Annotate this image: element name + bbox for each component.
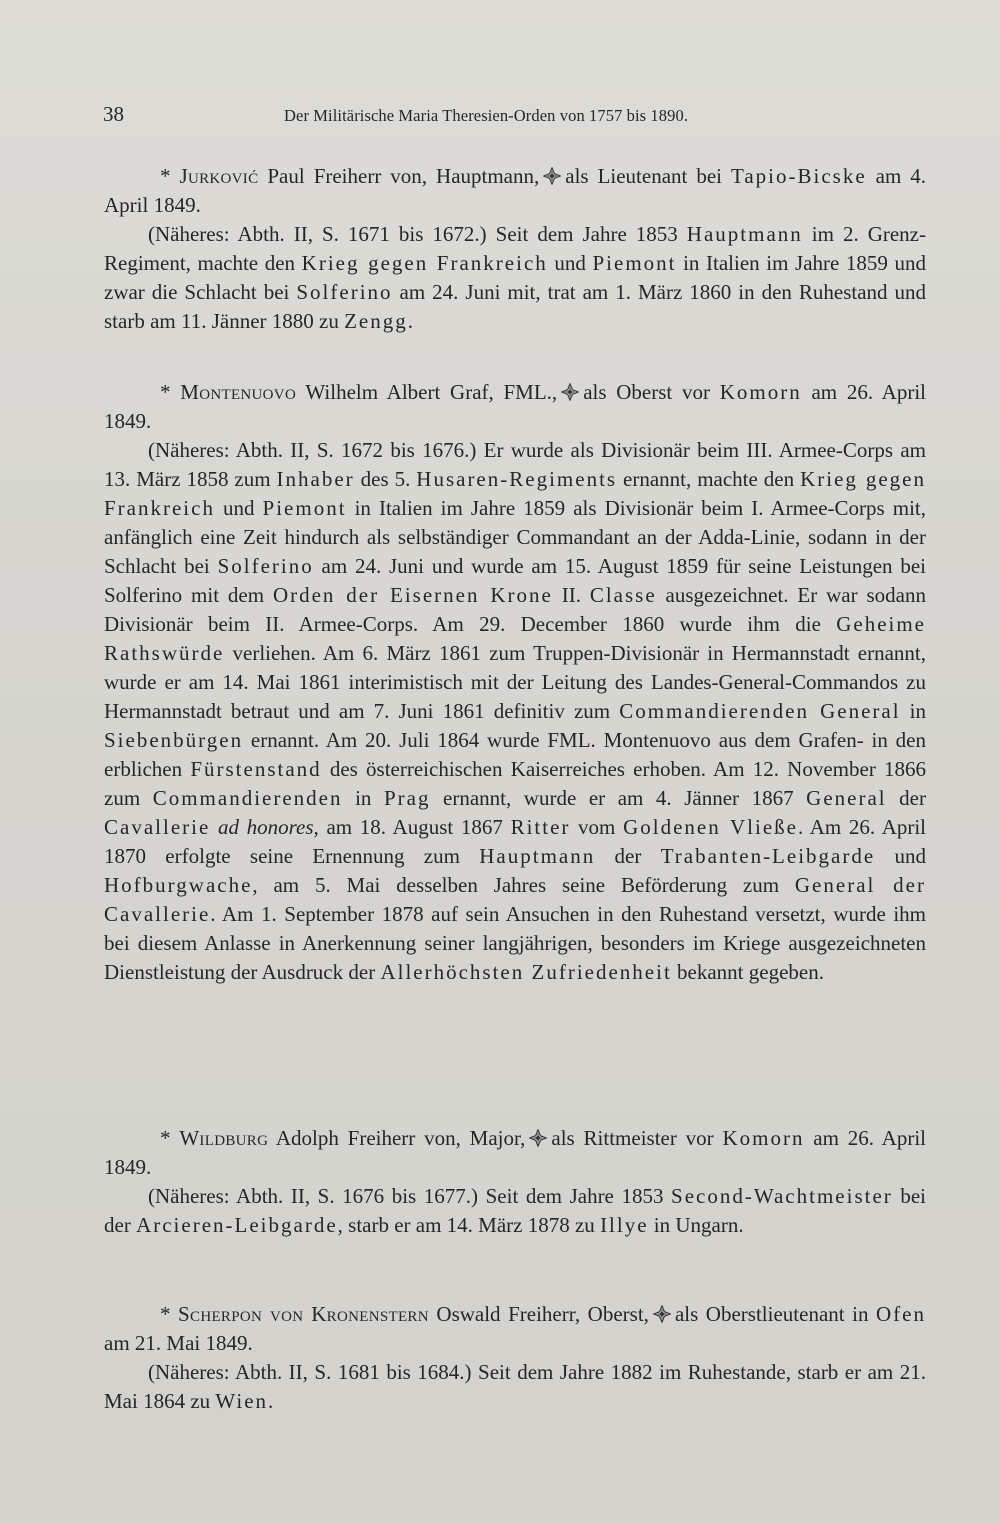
entry-name: Wildburg — [179, 1126, 269, 1150]
order-cross-icon — [543, 167, 561, 185]
entry-scherpon — [104, 1300, 926, 1416]
entry-name: Montenuovo — [180, 380, 297, 404]
running-title: Der Militärische Maria Theresien-Orden von 1757 bis 1890. — [284, 106, 689, 125]
entry-heading: * Scherpon von Kronenstern Oswald Freiherr, Oberst, als Oberstlieutenant in Ofen am 21. Mai 1849. — [104, 1302, 926, 1355]
order-cross-icon — [653, 1305, 671, 1323]
entry-detail: (Näheres: Abth. II, S. 1676 bis 1677.) Seit dem Jahre 1853 Second-Wachtmeister bei der Arcieren-Leibgarde, starb er am 14. März 1878 zu Illye in Ungarn. — [104, 1184, 927, 1237]
entry-jurkovic — [104, 162, 926, 336]
entry-montenuovo — [104, 378, 926, 987]
entry-detail: (Näheres: Abth. II, S. 1672 bis 1676.) Er wurde als Divisionär beim III. Armee-Corps am 13. März 1858 zum Inhaber des 5. Husaren-Regiments ernannt, machte den Krieg gegen Frankreich und Piemont in Italien im Jahre 1859 als Divisionär beim I. Armee-Corps mit, anfänglich eine Zeit hindurch als selbständiger Commandant an der Adda-Linie, sodann in der Schlacht bei Solferino am 24. Juni und wurde am 15. August 1859 für seine Leistungen bei Solferino mit dem Orden der Eisernen Krone II. Classe ausgezeichnet. Er war sodann Divisionär beim II. Armee-Corps. Am 29. December 1860 wurde ihm die Geheime Rathswürde verliehen. Am 6. März 1861 zum Truppen-Divisionär in Hermannstadt ernannt, wurde er am 14. Mai 1861 interimistisch mit der Leitung des Landes-General-Commandos zu Hermannstadt betraut und am 7. Juni 1861 definitiv zum Commandierenden General in Siebenbürgen ernannt. Am 20. Juli 1864 wurde FML. Montenuovo aus dem Grafen- in den erblichen Fürstenstand des österreichischen Kaiserreiches erhoben. Am 12. November 1866 zum Commandierenden in Prag ernannt, wurde er am 4. Jänner 1867 General der Cavallerie ad honores, am 18. August 1867 Ritter vom Goldenen Vließe. Am 26. April 1870 erfolgte seine Ernennung zum Hauptmann der Trabanten-Leibgarde und Hofburgwache, am 5. Mai desselben Jahres seine Beförderung zum General der Cavallerie. Am 1. September 1878 auf sein Ansuchen in den Ruhestand versetzt, wurde ihm bei diesem Anlasse in Anerkennung seiner langjährigen, besonders im Kriege ausgezeichneten Dienstleistung der Ausdruck der Allerhöchsten Zufriedenheit bekannt gegeben. — [104, 438, 927, 984]
page-header — [103, 102, 923, 132]
entry-detail: (Näheres: Abth. II, S. 1681 bis 1684.) Seit dem Jahre 1882 im Ruhestande, starb er am 21. Mai 1864 zu Wien. — [104, 1360, 926, 1413]
entry-name: Jurković — [179, 164, 259, 188]
order-cross-icon — [561, 383, 579, 401]
entry-heading: * Wildburg Adolph Freiherr von, Major, als Rittmeister vor Komorn am 26. April 1849. — [104, 1126, 926, 1179]
entry-heading: * Jurković Paul Freiherr von, Hauptmann, als Lieutenant bei Tapio-Bicske am 4. April 1849. — [104, 164, 927, 217]
entry-wildburg — [104, 1124, 926, 1240]
entry-detail: (Näheres: Abth. II, S. 1671 bis 1672.) Seit dem Jahre 1853 Hauptmann im 2. Grenz-Regiment, machte den Krieg gegen Frankreich und Piemont in Italien im Jahre 1859 und zwar die Schlacht bei Solferino am 24. Juni mit, trat am 1. März 1860 in den Ruhestand und starb am 11. Jänner 1880 zu Zengg. — [104, 222, 927, 333]
page-number: 38 — [103, 102, 124, 126]
order-cross-icon — [529, 1129, 547, 1147]
entry-name: Scherpon von Kronenstern — [178, 1302, 429, 1326]
entry-heading: * Montenuovo Wilhelm Albert Graf, FML., als Oberst vor Komorn am 26. April 1849. — [104, 380, 927, 433]
